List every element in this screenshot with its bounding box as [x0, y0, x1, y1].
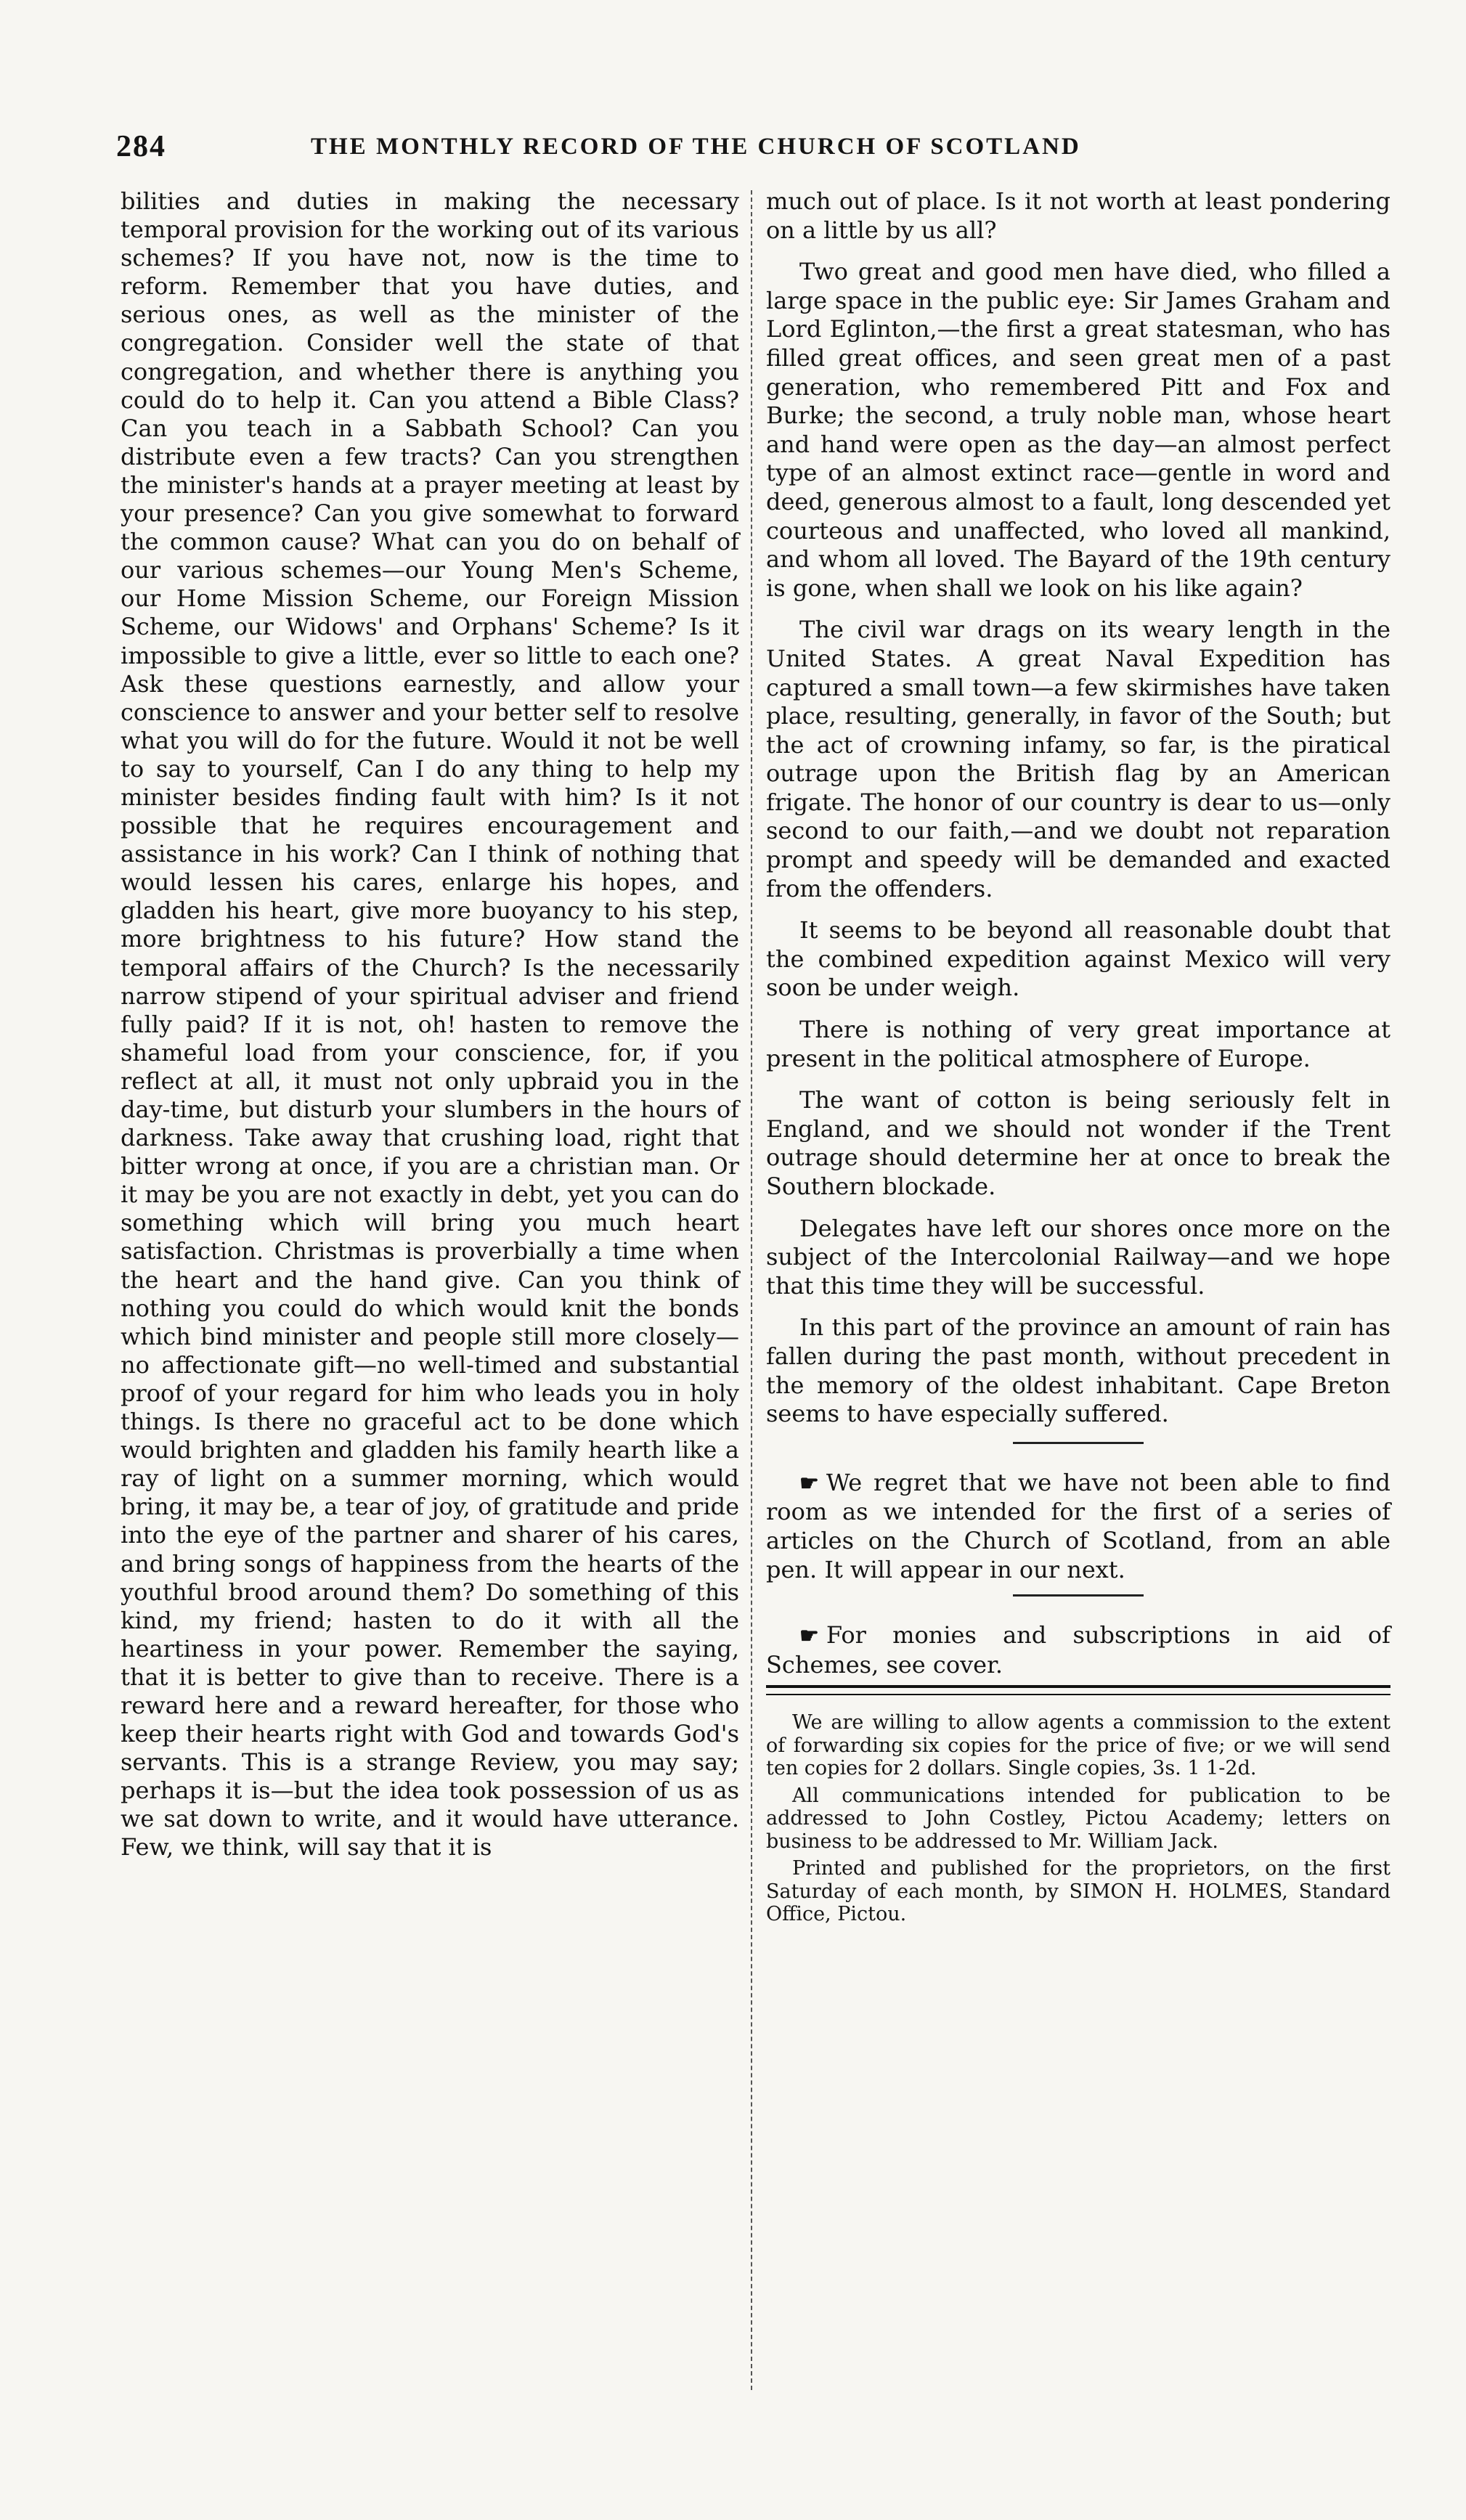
paragraph-cotton: The want of cotton is being seriously felt in England, and we should not wonder if the Trent outrage should determine her at once to break the Southern blockade.	[766, 1086, 1390, 1200]
notice-series-text: We regret that we have not been able to find room as we intended for the first of a series of articles on the Church of Scotland, from an able pen. It will appear in our next.	[766, 1468, 1390, 1583]
paragraph-rain: In this part of the province an amount of rain has fallen during the past month, without precedent in the memory of the oldest inhabitant. Cape Breton seems to have especially suffered.	[766, 1313, 1390, 1428]
pointing-hand-icon: ☛	[799, 1470, 819, 1496]
running-title: THE MONTHLY RECORD OF THE CHURCH OF SCOTLAND	[311, 134, 1081, 160]
page-header	[116, 129, 1401, 173]
notice-subscriptions-text: For monies and subscriptions in aid of Schemes, see cover.	[766, 1621, 1390, 1679]
paragraph-mexico: It seems to be beyond all reasonable doubt that the combined expedition against Mexico will very soon be under weigh.	[766, 916, 1390, 1002]
publisher-communications: All communications intended for publication to be addressed to John Costley, Pictou Academy; letters on business to be addressed to Mr. William Jack.	[766, 1784, 1390, 1853]
publisher-printed: Printed and published for the proprietors, on the first Saturday of each month, by SIMON H. HOLMES, Standard Office, Pictou.	[766, 1857, 1390, 1926]
notice-series	[766, 1469, 1390, 1584]
paragraph-civil-war: The civil war drags on its weary length in the United States. A great Naval Expedition has captured a small town—a few skirmishes have taken place, resulting, generally, in favor of the South; but the act of crowning infamy, so far, is the piratical outrage upon the British flag by an American frigate. The honor of our country is dear to us—only second to our faith,—and we doubt not reparation prompt and speedy will be demanded and exacted from the offenders.	[766, 616, 1390, 902]
page-number: 284	[116, 130, 166, 163]
right-column	[766, 187, 1390, 1930]
notice-subscriptions	[766, 1621, 1390, 1679]
paragraph-railway: Delegates have left our shores once more on the subject of the Intercolonial Railway—and we hope that this time they will be successful.	[766, 1214, 1390, 1300]
left-column-text: bilities and duties in making the necessary temporal provision for the working out of its various schemes? If you have not, now is the time to reform. Remember that you have duties, and serious ones, as well as the minister of the congregation. Consider well the state of that congregation, and whether there is anything you could do to help it. Can you attend a Bible Class? Can you teach in a Sabbath School? Can you distribute even a few tracts? Can you strengthen the minister's hands at a prayer meeting at least by your presence? Can you give somewhat to forward the common cause? What can you do on behalf of our various schemes—our Young Men's Scheme, our Home Mission Scheme, our Foreign Mission Scheme, our Widows' and Orphans' Scheme? Is it impossible to give a little, ever so little to each one? Ask these questions earnestly, and allow your conscience to answer and your better self to resolve what you will do for the future. Would it not be well to say to yourself, Can I do any thing to help my minister besides finding fault with him? Is it not possible that he requires encouragement and assistance in his work? Can I think of nothing that would lessen his cares, enlarge his hopes, and gladden his heart, give more buoyancy to his step, more brightness to his future? How stand the temporal affairs of the Church? Is the necessarily narrow stipend of your spiritual adviser and friend fully paid? If it is not, oh! hasten to remove the shameful load from your conscience, for, if you reflect at all, it must not only upbraid you in the day-time, but disturb your slumbers in the hours of darkness. Take away that crushing load, right that bitter wrong at once, if you are a christian man. Or it may be you are not exactly in debt, yet you can do something which will bring you much heart satisfaction. Christmas is proverbially a time when the heart and the hand give. Can you think of nothing you could do which would knit the bonds which bind minister and people still more closely—no affectionate gift—no well-timed and substantial proof of your regard for him who leads you in holy things. Is there no graceful act to be done which would brighten and gladden his family hearth like a ray of light on a summer morning, which would bring, it may be, a tear of joy, of gratitude and pride into the eye of the partner and sharer of his cares, and bring songs of happiness from the hearts of the youthful brood around them? Do something of this kind, my friend; hasten to do it with all the heartiness in your power. Remember the saying, that it is better to give than to receive. There is a reward here and a reward hereafter, for those who keep their hearts right with God and towards God's servants. This is a strange Review, you may say; perhaps it is—but the idea took possession of us as we sat down to write, and it would have utterance. Few, we think, will say that it is	[121, 187, 739, 1862]
left-column	[121, 187, 739, 1862]
pointing-hand-icon: ☛	[799, 1623, 819, 1650]
column-divider	[751, 190, 752, 2390]
section-rule-2	[1013, 1594, 1144, 1597]
paragraph-continuation: much out of place. Is it not worth at least pondering on a little by us all?	[766, 187, 1390, 244]
publisher-info	[766, 1711, 1390, 1926]
paragraph-obituary: Two great and good men have died, who filled a large space in the public eye: Sir James Graham and Lord Eglinton,—the first a great statesman, who has filled great offices, and seen great men of a past generation, who remembered Pitt and Fox and Burke; the second, a truly noble man, whose heart and hand were open as the day—an almost perfect type of an almost extinct race—gentle in word and deed, generous almost to a fault, long descended yet courteous and unaffected, who loved all mankind, and whom all loved. The Bayard of the 19th century is gone, when shall we look on his like again?	[766, 258, 1390, 602]
publisher-agents: We are willing to allow agents a commission to the extent of forwarding six copies for the price of five; or we will send ten copies for 2 dollars. Single copies, 3s. 1 1-2d.	[766, 1711, 1390, 1780]
section-rule	[1013, 1442, 1144, 1444]
paragraph-europe: There is nothing of very great importance at present in the political atmosphere of Europe.	[766, 1016, 1390, 1072]
double-rule	[766, 1685, 1390, 1695]
